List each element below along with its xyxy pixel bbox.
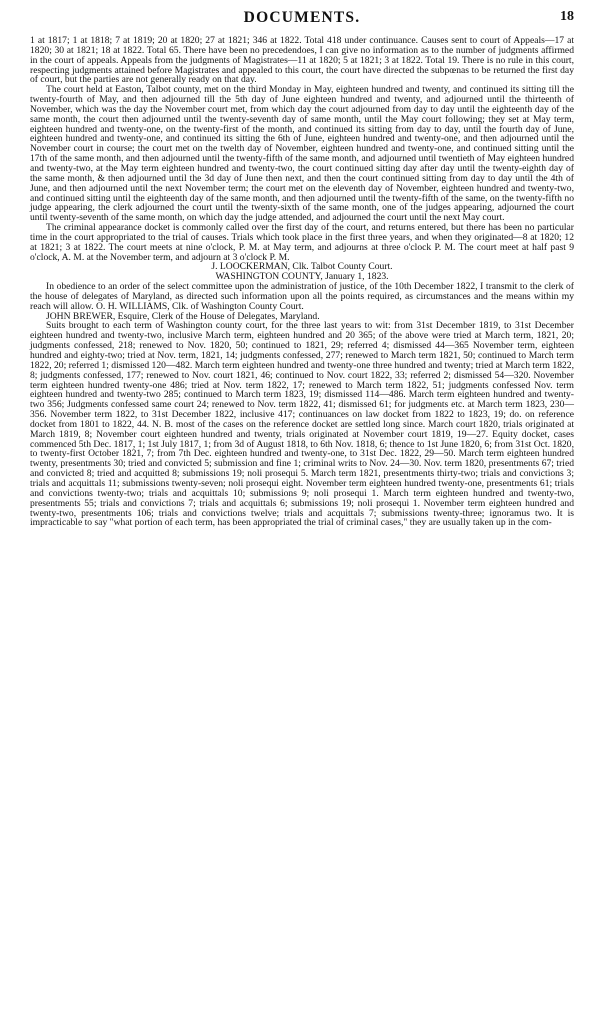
page-title: DOCUMENTS. xyxy=(243,9,361,26)
paragraph-continuance-totals: 1 at 1817; 1 at 1818; 7 at 1819; 20 at 1820; 27 at 1821; 346 at 1822. Total 418 under continuance. Causes sent to court of Appeals—17 at 1820; 30 at 1821; 18 at 1822. Total 65. There have been no precedendoes, I can give no information as to the number of judgments affirmed in the court of appeals. Appeals from the judgments of Magistrates—11 at 1820; 5 at 1821; 3 at 1822. Total 19. There is no rule in this court, respecting judgments attained before Magistrates and appealed to this court, the court have directed the subpœnas to be returned the first day of court, but the parties are not generally ready on that day. xyxy=(30,35,574,86)
page-number: 18 xyxy=(560,9,574,24)
paragraph-obedience: In obedience to an order of the select committee upon the administration of justice, of the 10th December 1822, I transmit to the clerk of the house of delegates of Maryland, as directed such information upon all the points required, as circumstances and the means within my reach will allow. O. H. WILLIAMS, Clk. of Washington County Court. xyxy=(30,281,574,312)
paragraph-addressee: JOHN BREWER, Esquire, Clerk of the House of Delegates, Maryland. xyxy=(46,310,320,322)
body-text xyxy=(30,36,574,528)
paragraph-criminal-docket: The criminal appearance docket is commonly called over the first day of the court, and returns entered, but there has been no particular time in the court appropriated to the trial of causes. Trials which took place in the first three years, and when they originated—8 at 1820; 12 at 1821; 3 at 1822. The court meets at nine o'clock, P. M. at May term, and adjourns at three o'clock P. M. The court meet at half past 9 o'clock, A. M. at the November term, and adjourn at 3 o'clock P. M. xyxy=(30,222,574,263)
dateline-washington: WASHINGTON COUNTY, January 1, 1823. xyxy=(215,271,389,283)
signature-talbot-clerk: J. LOOCKERMAN, Clk. Talbot County Court. xyxy=(211,261,393,273)
paragraph-suits-statistics: Suits brought to each term of Washington county court, for the three last years to wit: from 31st December 1819, to 31st December eighteen hundred and twenty-two, inclusive March term, eighteen hundred and 20 365; of the above were tried at March term, 1821, 20; judgments confessed, 218; renewed to Nov. 1820, 50; continued to 1821, 29; referred 4; dismissed 44—365 November term, eighteen hundred and eighty-two; tried at Nov. term, 1821, 14; judgments confessed, 277; renewed to March term 1821, 50; continued to March term 1822, 20; referred 1; dismissed 120—482. March term eighteen hundred and twenty-one three hundred and twenty; tried at March term 1822, 8; judgments confessed, 177; renewed to Nov. court 1821, 46; continued to Nov. court 1822, 33; referred 2; dismissed 54—320. November term eighteen hundred twenty-one 486; tried at Nov. term 1822, 17; renewed to March term 1822, 51; judgments confessed Nov. term eighteen hundred and twenty-two 285; continued to March term 1823, 19; dismissed 114—486. March term eighteen hundred and twenty-two 356; Judgments confessed same court 24; renewed to Nov. term 1822, 41; dismissed 61; for judgments etc. at March term 1823, 230—356. November term 1822, to 31st December 1822, inclusive 417; continuances on law docket from 1822 to 1823, 19; do. on reference docket from 1801 to 1822, 44. N. B. most of the cases on the reference docket are settled long since. March court 1820, trials originated at March 1819, 8; November court eighteen hundred and twenty, trials originated at November court 1819, 19—27. Equity docket, cases commenced 5th Dec. 1817, 1; 1st July 1817, 1; from 3d of August 1818, to 6th Nov. 1818, 6; thence to 1st June 1820, 6; from 31st Oct. 1820, to twenty-first October 1821, 7; from 7th Dec. eighteen hundred and twenty-one, to 31st Dec. 1822, 29—50. March term eighteen hundred twenty, presentments 30; tried and convicted 5; submission and fine 1; criminal writs to Nov. 24—30. Nov. term 1820, presentments 67; tried and convicted 8; tried and acquitted 8; submissions 19; noli prosequi 5. March term 1821, presentments thirty-two; trials and convictions 3; trials and acquittals 11; submissions twenty-seven; noli prosequi eight. November term eighteen hundred twenty-one, presentments 61; trials and convictions twenty-two; trials and acquittals 10; submissions 9; noli prosequi 1. March term eighteen hundred and twenty-two, presentments 55; trials and convictions 7; trials and acquittals 6; submissions 19; noli prosequi 1. November term eighteen hundred and twenty-two, presentments 106; trials and convictions twelve; trials and acquittals 7; submissions twenty-three; ignoramus two. It is impracticable to say "what portion of each term, has been appropriated the trial of criminal cases," they are usually taken up in the com- xyxy=(30,320,574,529)
page-header xyxy=(30,0,574,36)
paragraph-court-sittings: The court held at Easton, Talbot county, met on the third Monday in May, eighteen hundred and twenty, and continued its sitting till the twenty-fourth of May, and then adjourned till the 5th day of June eighteen hundred and twenty, and adjourned until the thirteenth of November, which was the day the November court met, from which day the court adjourned from day to day until the eighteenth day of the same month, the court then adjourned until the twenty-seventh day of same month, until the May court following; they set at May term, eighteen hundred and twenty-one, on the twenty-first of the month, and continued its sitting from day to day, until the fourth day of June, eighteen hundred and twenty-one, and continued its sitting the 6th of June, eighteen hundred and twenty-one, and then adjourned until the November court in course; the court met on the twelth day of November, eighteen hundred and twenty-one, and continued sitting until the 17th of the same month, and then adjourned until the twenty-fifth of the same month, and adjourned until twentieth of May eighteen hundred and twenty-two, at the May term eighteen hundred and twenty-two, the court continued sitting day after day until the twenty-eighth day of the same month, & then adjourned until the 3d day of June then next, and then the court continued sitting from day to day until the 4th of June, and then adjourned until the next November term; the court met on the eleventh day of November, eighteen hundred and twenty-two, and continued sitting until the eighteenth day of the same month, and then adjourned until the twenty-fifth of the same, on the twenty-fifth no judge appearing, the clerk adjourned the court until the twenty-sixth of the same month, one of the judges appearing, adjourned the court until twenty-seventh of the same month, on which day the judge attended, and adjourned the court until the next May court. xyxy=(30,84,574,224)
